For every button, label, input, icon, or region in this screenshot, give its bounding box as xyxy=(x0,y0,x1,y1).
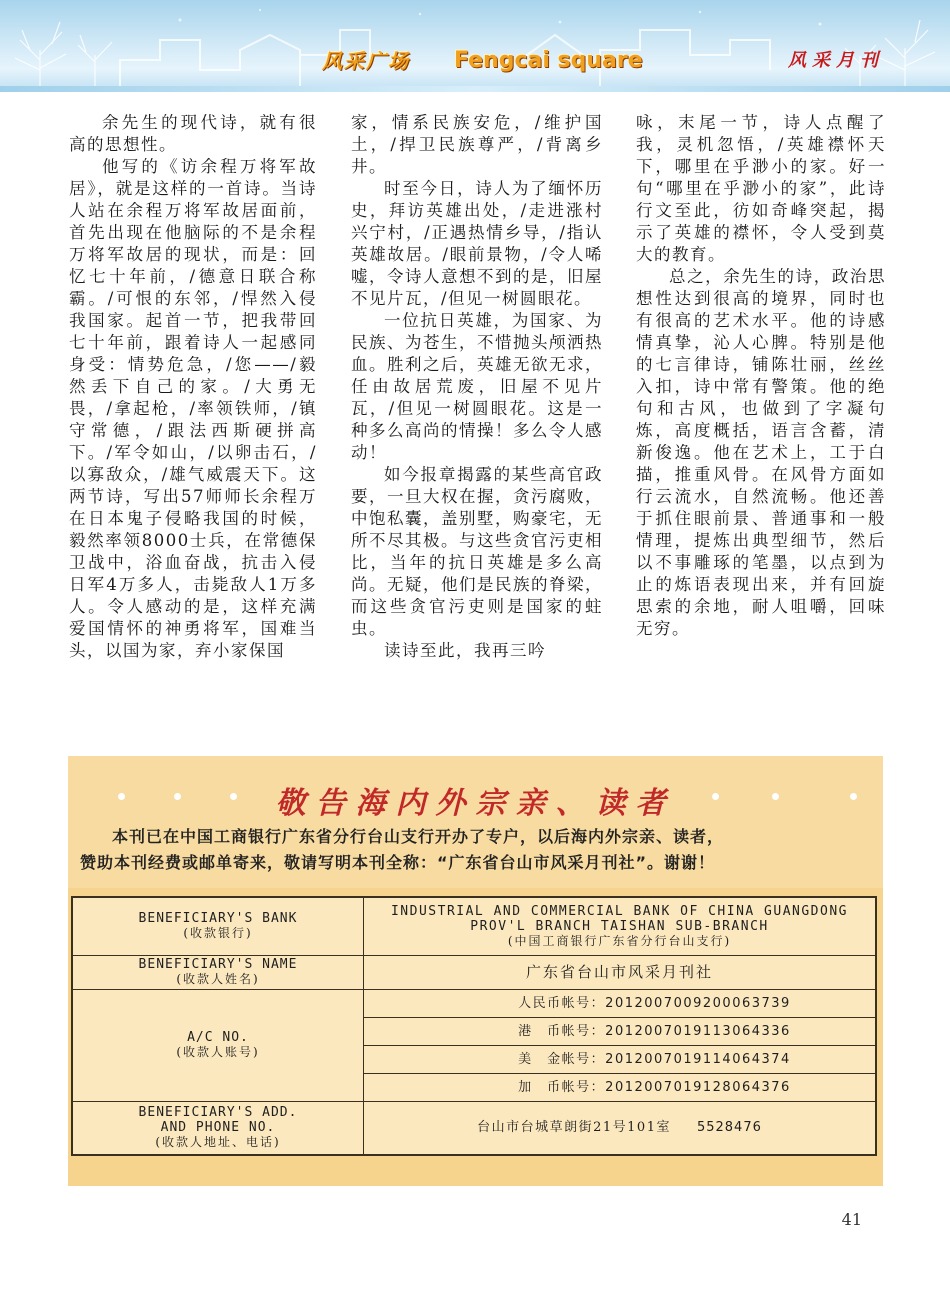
article-column-1 xyxy=(69,112,317,662)
label-cn: (收款人账号) xyxy=(176,1045,260,1059)
account-hkd: 港 币帐号：2012007019113064336 xyxy=(364,1017,877,1045)
value-line: INDUSTRIAL AND COMMERCIAL BANK OF CHINA GUANGDONG xyxy=(390,903,848,919)
article-body xyxy=(0,112,950,732)
article-column-3 xyxy=(636,112,886,640)
paragraph: 一位抗日英雄，为国家、为民族、为苍生，不惜抛头颅洒热血。胜利之后，英雄无欲无求，任由故居荒废，旧屋不见片瓦，/但见一树圆眼花。这是一种多么高尚的情操！多么令人感动！ xyxy=(351,311,603,462)
table-row xyxy=(72,989,876,1017)
account-cad: 加 币帐号：2012007019128064376 xyxy=(364,1073,877,1101)
paragraph: 读诗至此，我再三吟 xyxy=(384,641,546,660)
article-column-2 xyxy=(351,112,603,662)
phone-number: 5528476 xyxy=(696,1120,762,1136)
notice-line: 本刊已在中国工商银行广东省分行台山支行开办了专户，以后海内外宗亲、读者， xyxy=(112,827,725,846)
section-title-en: Fengcai square xyxy=(454,48,643,73)
paragraph: 咏，末尾一节，诗人点醒了我，灵机忽悟，/英雄襟怀天下，哪里在乎渺小的家。好一句“哪里在乎渺小的家”，此诗行文至此，彷如奇峰突起，揭示了英雄的襟怀，令人受到莫大的教育。 xyxy=(636,113,886,264)
account-table-panel xyxy=(68,888,883,1186)
name-value: 广东省台山市风采月刊社 xyxy=(364,955,877,989)
bank-account-table xyxy=(71,896,877,1156)
paragraph: 时至今日，诗人为了缅怀历史，拜访英雄出处，/走进涨村兴宁村，/正遇热情乡导，/指认英雄故居。/眼前景物，/令人唏嘘，令诗人意想不到的是，旧屋不见片瓦，/但见一树圆眼花。 xyxy=(351,179,603,308)
paragraph: 余先生的现代诗，就有很高的思想性。 xyxy=(69,113,317,154)
magazine-name: 风采月刊 xyxy=(788,50,884,71)
table-row xyxy=(72,955,876,989)
bank-value xyxy=(364,897,877,955)
table-row xyxy=(72,897,876,955)
name-label xyxy=(72,955,364,989)
notice-text xyxy=(80,824,871,876)
paragraph: 如今报章揭露的某些高官政要，一旦大权在握，贪污腐败，中饱私囊，盖别墅，购豪宅，无所不尽其极。与这些贪官污吏相比，当年的抗日英雄是多么高尚。无疑，他们是民族的脊梁，而这些贪官污吏则是国家的蛀虫。 xyxy=(351,465,603,638)
page-header xyxy=(0,0,950,92)
address-text: 台山市台城草朗街21号101室 xyxy=(477,1120,671,1136)
bank-notice-box xyxy=(68,756,883,1186)
paragraph: 他写的《访余程万将军故居》，就是这样的一首诗。当诗人站在余程万将军故居面前，首先出现在他脑际的不是余程万将军故居的现状，而是：回忆七十年前，/德意日联合称霸。/可恨的东邻，/悍然入侵我国家。起首一节，把我带回七十年前，跟着诗人一起感同身受：情势危急，/您——/毅然丢下自己的家。/大勇无畏，/拿起枪，/率领铁师，/镇守常德，/跟法西斯硬拼高下。/军令如山，/以卵击石，/以寡敌众，/雄气威震天下。这两节诗，写出57师师长余程万在日本鬼子侵略我国的时候，毅然率领8000士兵，在常德保卫战中，浴血奋战，抗击入侵日军4万多人，击毙敌人1万多人。令人感动的是，这样充满爱国情怀的神勇将军，国难当头，以国为家，弃小家保国 xyxy=(69,157,317,660)
label-en: BENEFICIARY'S NAME xyxy=(138,957,298,972)
label-en: AND PHONE NO. xyxy=(160,1120,276,1136)
address-label xyxy=(72,1101,364,1155)
label-en: A/C NO. xyxy=(187,1030,249,1045)
account-usd: 美 金帐号：2012007019114064374 xyxy=(364,1045,877,1073)
label-cn: (收款银行) xyxy=(183,926,253,941)
section-title-cn: 风采广场 xyxy=(322,49,410,73)
label-cn: (收款人姓名) xyxy=(176,972,260,986)
notice-title: 敬告海内外宗亲、读者 xyxy=(275,786,676,821)
label-en: BENEFICIARY'S BANK xyxy=(138,911,298,927)
page-number: 41 xyxy=(841,1210,862,1229)
table-row xyxy=(72,1101,876,1155)
account-label xyxy=(72,989,364,1101)
paragraph: 家，情系民族安危，/维护国土，/捍卫民族尊严，/背离乡井。 xyxy=(351,113,603,176)
value-line: PROV'L BRANCH TAISHAN SUB-BRANCH xyxy=(470,918,769,934)
label-en: BENEFICIARY'S ADD. xyxy=(138,1105,298,1121)
address-value xyxy=(364,1101,877,1155)
value-cn: (中国工商银行广东省分行台山支行) xyxy=(507,933,732,948)
bank-label xyxy=(72,897,364,955)
account-rmb: 人民币帐号：2012007009200063739 xyxy=(364,989,877,1017)
notice-line: 赞助本刊经费或邮单寄来，敬请写明本刊全称：“广东省台山市风采月刊社”。谢谢！ xyxy=(80,853,716,872)
paragraph: 总之，余先生的诗，政治思想性达到很高的境界，同时也有很高的艺术水平。他的诗感情真挚，沁人心脾。特别是他的七言律诗，铺陈壮丽，丝丝入扣，诗中常有警策。他的绝句和古风，也做到了字凝句炼，高度概括，语言含蓄，清新俊逸。他在艺术上，工于白描，推重风骨。在风骨方面如行云流水，自然流畅。他还善于抓住眼前景、普通事和一般情理，提炼出典型细节，然后以不事雕琢的笔墨，以点到为止的炼语表现出来，并有回旋思索的余地，耐人咀嚼，回味无穷。 xyxy=(636,267,886,638)
label-cn: (收款人地址、电话) xyxy=(155,1135,281,1150)
